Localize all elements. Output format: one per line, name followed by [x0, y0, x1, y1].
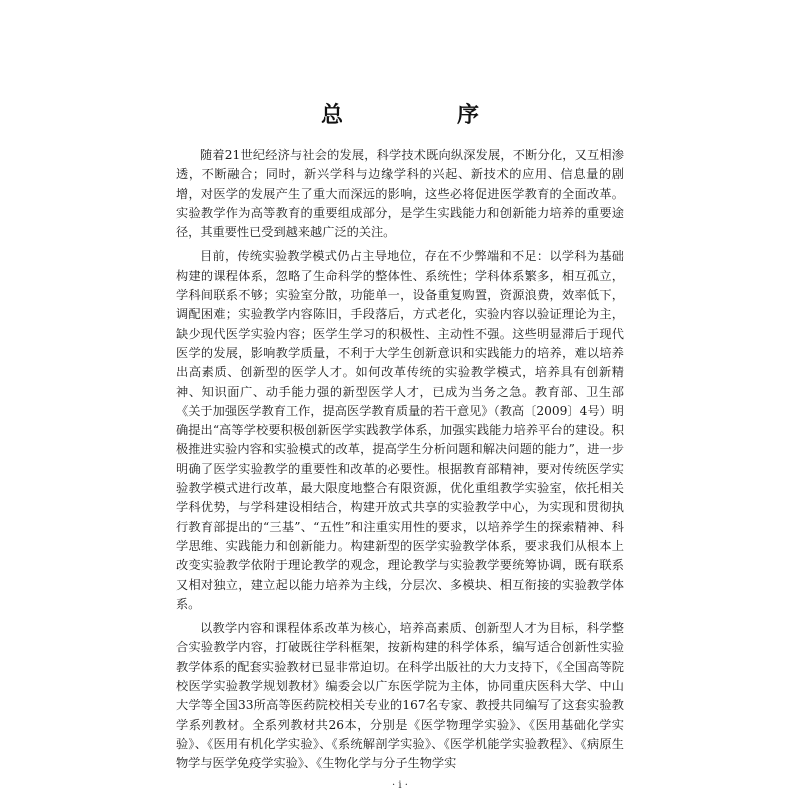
preface-body — [176, 146, 624, 779]
page-title: 总 序 — [320, 102, 525, 128]
paragraph-2: 目前，传统实验教学模式仍占主导地位，存在不少弊端和不足：以学科为基础构建的课程体系，忽略了生命科学的整体性、系统性；学科体系繁多，相互孤立，学科间联系不够；实验室分散，功能单一，设备重复购置，资源浪费，效率低下，调配困难；实验教学内容陈旧，手段落后，方式老化，实验内容以验证理论为主，缺少现代医学实验内容；医学生学习的积极性、主动性不强。这些明显滞后于现代医学的发展，影响教学质量，不利于大学生创新意识和实践能力的培养，难以培养出高素质、创新型的医学人才。如何改革传统的实验教学模式，培养具有创新精神、知识面广、动手能力强的新型医学人才，已成为当务之急。教育部、卫生部《关于加强医学教育工作，提高医学教育质量的若干意见》（教高〔2009〕4号）明确提出“高等学校要积极创新医学实践教学体系，加强实践能力培养平台的建设。积极推进实验内容和实验模式的改革，提高学生分析问题和解决问题的能力”，进一步明确了医学实验教学的重要性和改革的必要性。根据教育部精神，要对传统医学实验教学模式进行改革，最大限度地整合有限资源，优化重组教学实验室，依托相关学科优势，与学科建设相结合，构建开放式共享的实验教学中心，为实现和贯彻执行教育部提出的“三基”、“五性”和注重实用性的要求，以培养学生的探索精神、科学思维、实践能力和创新能力。构建新型的医学实验教学体系，要求我们从根本上改变实验教学依附于理论教学的观念，理论教学与实验教学要统筹协调，既有联系又相对独立，建立起以能力培养为主线，分层次、多模块、相互衔接的实验教学体系。 — [176, 249, 624, 611]
page-number: · i · — [392, 780, 408, 791]
paragraph-1: 随着21世纪经济与社会的发展，科学技术既向纵深发展，不断分化，又互相渗透，不断融合；同时，新兴学科与边缘学科的兴起、新技术的应用、信息量的剧增，对医学的发展产生了重大而深远的影响，这些必将促进医学教育的全面改革。实验教学作为高等教育的重要组成部分，是学生实践能力和创新能力培养的重要途径，其重要性已受到越来越广泛的关注。 — [176, 148, 624, 240]
paragraph-3: 以教学内容和课程体系改革为核心，培养高素质、创新型人才为目标，科学整合实验教学内容，打破既往学科框架，按新构建的科学体系，编写适合创新性实验教学体系的配套实验教材已显非常迫切。在科学出版社的大力支持下，《全国高等院校医学实验教学规划教材》编委会以广东医学院为主体，协同重庆医科大学、中山大学等全国33所高等医药院校相关专业的167名专家、教授共同编写了这套实验教学系列教材。全系列教材共26本，分别是《医学物理学实验》、《医用基础化学实验》、《医用有机化学实验》、《系统解剖学实验》、《医学机能学实验教程》、《病原生物学与医学免疫学实验》、《生物化学与分子生物学实 — [176, 621, 624, 771]
